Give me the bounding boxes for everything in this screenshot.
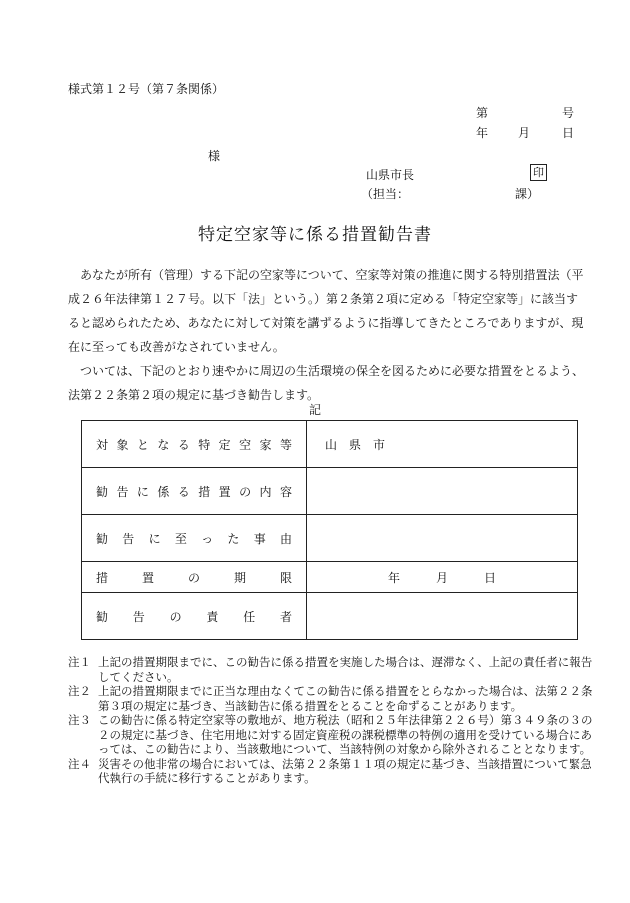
note-item (68, 655, 593, 684)
table-value-responsible (307, 593, 578, 640)
note-label: 注４ (68, 756, 91, 771)
number-prefix: 第 (476, 106, 489, 120)
note-text: 災害その他非常の場合においては、法第２２条第１１項の規定に基づき、当該措置について緊急代執行の手続に移行することがあります。 (98, 756, 592, 785)
form-number: 様式第１２号（第７条関係） (68, 82, 225, 96)
date-month: 月 (518, 126, 531, 140)
note-item (68, 684, 593, 713)
table-label-reason: 勧告に至った事由 (82, 515, 307, 562)
seal-mark: 印 (530, 164, 547, 181)
recommendation-table (81, 420, 578, 640)
number-suffix: 号 (562, 106, 575, 120)
table-label-target: 対象となる特定空家等 (82, 421, 307, 468)
ki-heading: 記 (308, 403, 321, 417)
note-text: 上記の措置期限までに、この勧告に係る措置を実施した場合は、遅滞なく、上記の責任者に報告してください。 (98, 655, 593, 684)
note-item (68, 713, 593, 757)
note-label: 注２ (68, 684, 91, 698)
addressee-suffix: 様 (208, 149, 221, 163)
issuer-name: 山県市長 (366, 168, 415, 182)
contact-label: （担当： (361, 187, 410, 201)
table-label-measure: 勧告に係る措置の内容 (82, 468, 307, 515)
table-value-reason (307, 515, 578, 562)
notes (68, 655, 593, 786)
table-row (82, 593, 578, 640)
note-label: 注１ (68, 655, 91, 669)
table-row (82, 515, 578, 562)
date-year: 年 (476, 126, 489, 140)
body-text (68, 263, 588, 407)
table-row (82, 468, 578, 515)
table-row (82, 562, 578, 593)
note-text: 上記の措置期限までに正当な理由なくてこの勧告に係る措置をとらなかった場合は、法第２２条第３項の規定に基づき、当該勧告に係る措置をとることを命ずることがあります。 (98, 684, 593, 713)
body-paragraph-1: あなたが所有（管理）する下記の空家等について、空家等対策の推進に関する特別措置法（平成２６年法律第１２７号。以下「法」という。）第２条第２項に定める「特定空家等」に該当すると認められたため、あなたに対して対策を講ずるように指導してきたところでありますが、現在に至っても改善がなされていません。 (68, 268, 584, 354)
body-paragraph-2: ついては、下記のとおり速やかに周辺の生活環境の保全を図るために必要な措置をとるよう、法第２２条第２項の規定に基づき勧告します。 (68, 364, 585, 402)
table-label-deadline: 措置の期限 (82, 562, 307, 593)
table-row (82, 421, 578, 468)
note-text: この勧告に係る特定空家等の敷地が、地方税法（昭和２５年法律第２２６号）第３４９条の３の２の規定に基づき、住宅用地に対する固定資産税の課税標準の特例の適用を受けている場合にあっては、この勧告により、当該敷地について、当該特例の対象から除外されることとなります。 (98, 713, 593, 756)
date-day: 日 (562, 126, 575, 140)
table-value-target: 山 県 市 (307, 421, 578, 468)
table-value-measure (307, 468, 578, 515)
table-label-responsible: 勧告の責任者 (82, 593, 307, 640)
table-value-deadline: 年 月 日 (307, 562, 578, 593)
note-label: 注３ (68, 713, 91, 727)
document-title: 特定空家等に係る措置勧告書 (198, 225, 432, 245)
contact-suffix: 課） (515, 187, 540, 201)
note-item (68, 757, 593, 786)
